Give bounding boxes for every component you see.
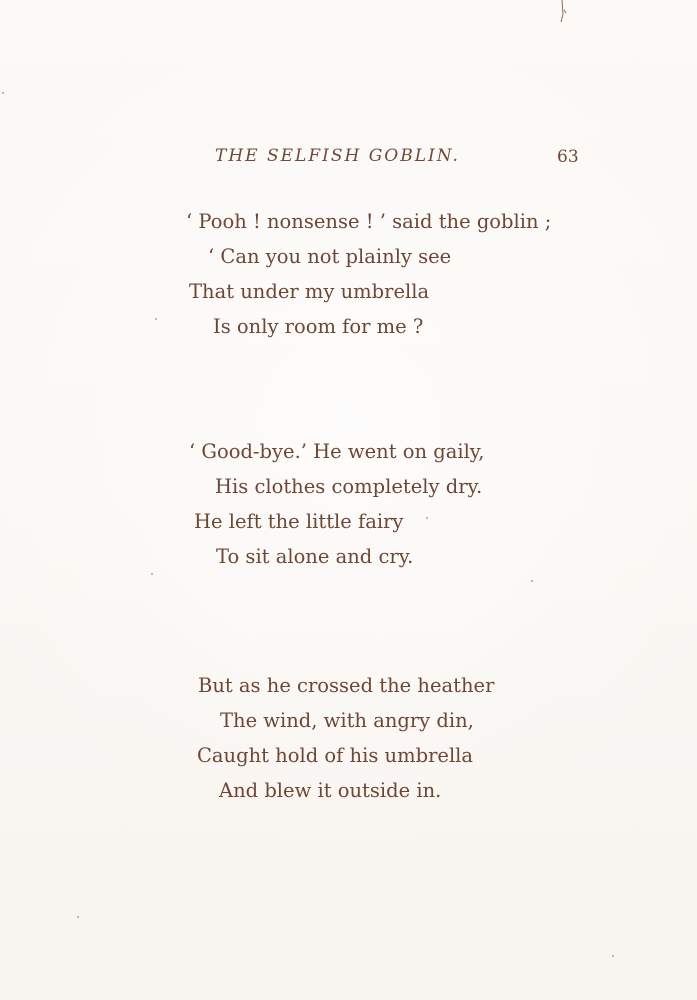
paper-speck	[2, 92, 4, 94]
paper-speck	[426, 517, 428, 519]
poem-line: ‘ Pooh ! nonsense ! ’ said the goblin ;	[186, 210, 552, 233]
page-top-mark	[558, 0, 568, 24]
running-title: THE SELFISH GOBLIN.	[215, 146, 460, 166]
poem-line: To sit alone and cry.	[216, 545, 414, 568]
paper-speck	[531, 580, 533, 582]
poem-line: And blew it outside in.	[219, 779, 442, 802]
poem-line: Caught hold of his umbrella	[197, 744, 474, 767]
poem-line: ‘ Can you not plainly see	[208, 245, 452, 268]
poem-line: ‘ Good-bye.’ He went on gaily,	[189, 440, 485, 463]
paper-speck	[155, 318, 157, 320]
paper-speck	[612, 955, 614, 957]
poem-line: But as he crossed the heather	[198, 674, 495, 697]
page-number: 63	[557, 147, 579, 167]
poem-line: That under my umbrella	[189, 280, 430, 303]
page-header	[0, 146, 697, 176]
poem-line: Is only room for me ?	[213, 315, 424, 338]
poem-line: He left the little fairy	[194, 510, 404, 533]
paper-speck	[151, 573, 153, 575]
paper-speck	[77, 916, 79, 918]
poem-line: His clothes completely dry.	[215, 475, 483, 498]
poem-line: The wind, with angry din,	[220, 709, 474, 732]
